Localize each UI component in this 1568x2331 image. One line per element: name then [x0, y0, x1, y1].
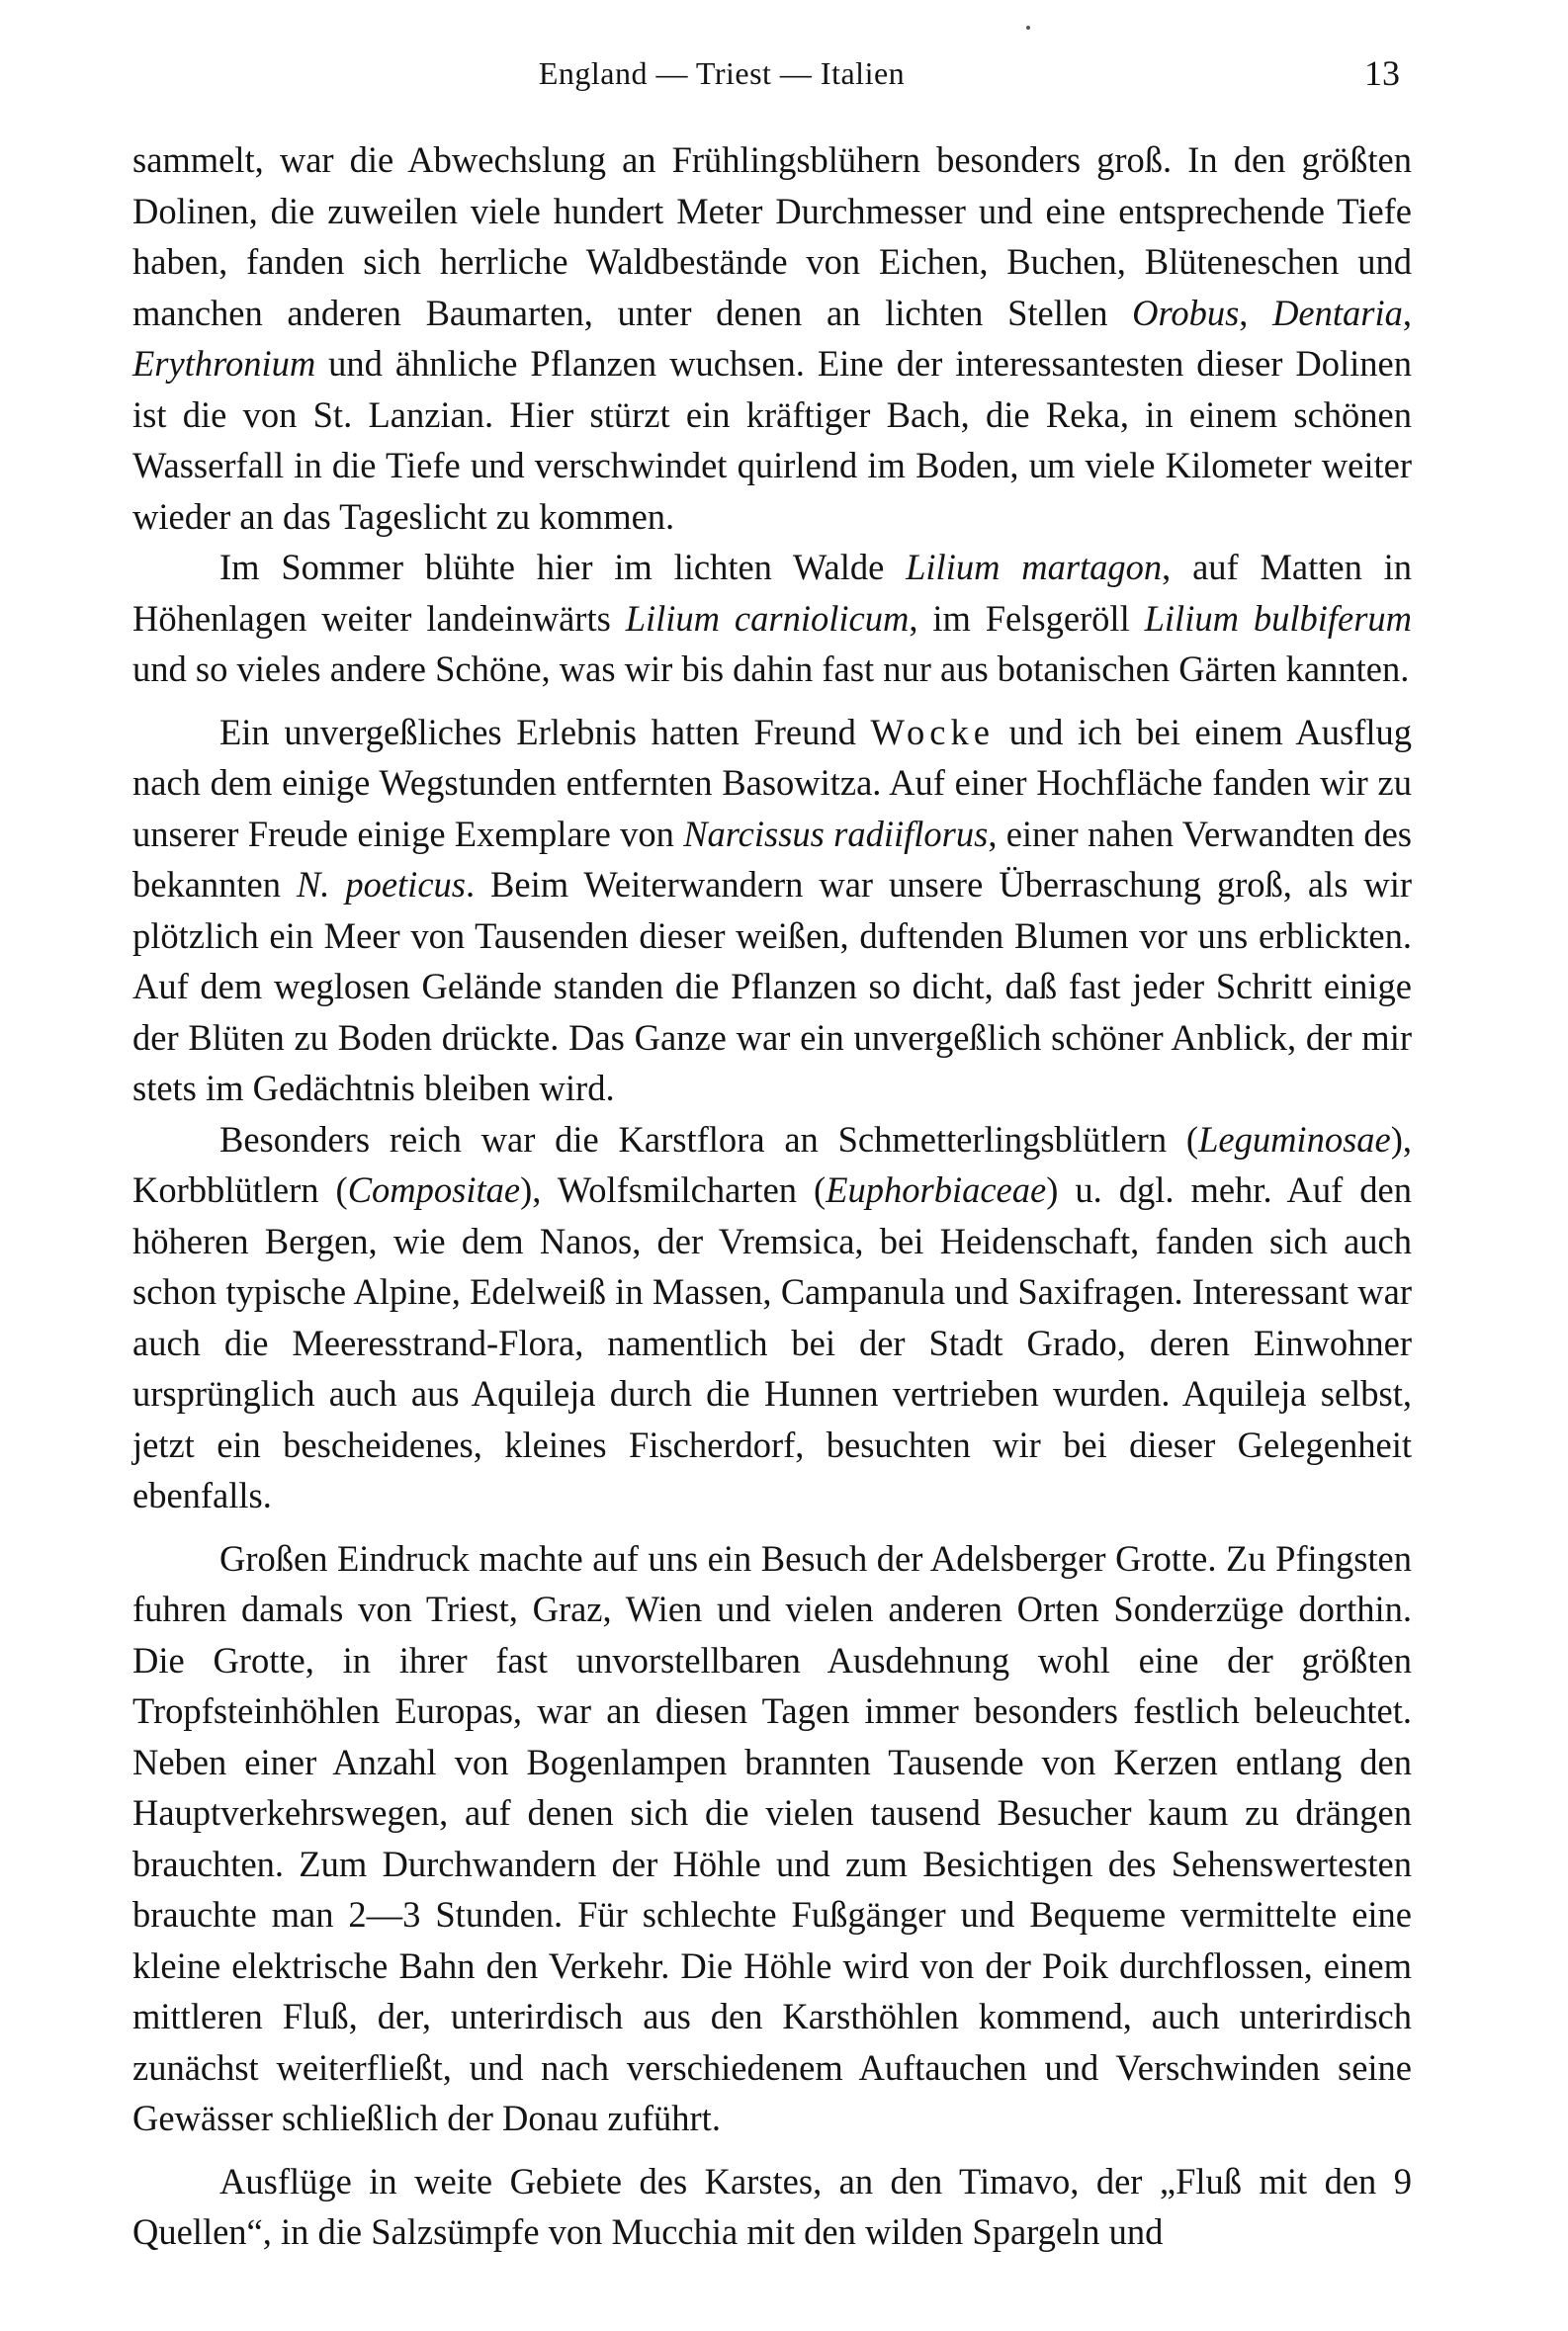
text-run: und so vieles andere Schöne, was wir bis dahin fast nur aus botanischen Gärten kannten. — [132, 648, 1410, 689]
italic-term: Dentaria — [1272, 292, 1403, 333]
text-run: und ich bei einem Ausflug nach dem einige Wegstunden entfernten Basowitza. Auf einer Hochfläche fanden wir zu unserer Freude einige Exemplare von — [132, 711, 1412, 854]
paragraph — [132, 1533, 1412, 2144]
italic-term: Lilium martagon — [906, 547, 1163, 587]
italic-term: Euphorbiaceae — [826, 1169, 1047, 1210]
text-run: . Beim Weiterwandern war unsere Überraschung groß, als wir plötzlich ein Meer von Tausenden dieser weißen, duftenden Blumen vor uns erblickten. Auf dem weglosen Gelände standen die Pflanzen so dicht, daß fast jeder Schritt einige der Blüten zu Boden drückte. Das Ganze war ein unvergeßlich schöner Anblick, der mir stets im Gedächtnis bleiben wird. — [132, 864, 1412, 1108]
text-run: ) u. dgl. mehr. Auf den höheren Bergen, wie dem Nanos, der Vremsica, bei Heidenschaft, fanden sich auch schon typische Alpine, Edelweiß in Massen, Campanula und Saxifragen. Interessant war auch die Meeresstrand-Flora, namentlich bei der Stadt Grado, deren Einwohner ursprünglich auch aus Aquileja durch die Hunnen vertrieben wurden. Aquileja selbst, jetzt ein bescheidenes, kleines Fischerdorf, besuchten wir bei dieser Gelegenheit ebenfalls. — [132, 1169, 1412, 1515]
italic-term: Narcissus radiiflorus — [683, 813, 989, 854]
italic-term: Lilium bulbiferum — [1144, 597, 1413, 639]
paragraph — [132, 1114, 1412, 1521]
text-run: Großen Eindruck machte auf uns ein Besuch der Adelsberger Grotte. Zu Pfingsten fuhren damals von Triest, Graz, Wien und vielen anderen Orten Sonderzüge dorthin. Die Grotte, in ihrer fast unvorstellbaren Ausdehnung wohl eine der größten Tropfsteinhöhlen Europas, war an diesen Tagen immer besonders festlich beleuchtet. Neben einer Anzahl von Bogenlampen brannten Tausende von Kerzen entlang den Hauptverkehrswegen, auf denen sich die vielen tausend Besucher kaum zu drängen brauchten. Zum Durchwandern der Höhle und zum Besichtigen des Sehenswertesten brauchte man 2—3 Stunden. Für schlechte Fußgänger und Bequeme vermittelte eine kleine elektrische Bahn den Verkehr. Die Höhle wird von der Poik durchflossen, einem mittleren Fluß, der, unterirdisch aus den Karsthöhlen kommend, auch unterirdisch zunächst weiterfließt, und nach verschiedenem Auftauchen und Verschwinden seine Gewässer schließlich der Donau zuführt. — [132, 1537, 1412, 2138]
text-run: Besonders reich war die Karstflora an Schmetterlingsblütlern ( — [219, 1118, 1199, 1160]
print-speck — [1026, 26, 1030, 30]
text-run: , — [1402, 292, 1412, 333]
paragraph — [132, 134, 1412, 542]
text-run: und ähnliche Pflanzen wuchsen. Eine der interessantesten dieser Dolinen ist die von St. Lanzian. Hier stürzt ein kräftiger Bach, die Reka, in einem schönen Wasserfall in die Tiefe und verschwindet quirlend im Boden, um viele Kilometer weiter wieder an das Tageslicht zu kommen. — [132, 343, 1412, 537]
running-title: England — Triest — Italien — [538, 55, 906, 91]
body-text — [132, 134, 1412, 2258]
italic-term: Erythronium — [132, 343, 316, 384]
paragraph — [132, 542, 1412, 695]
paragraph — [132, 2156, 1412, 2258]
text-run: Ausflüge in weite Gebiete des Karstes, an den Timavo, der „Fluß mit den 9 Quellen“, in die Salzsümpfe von Mucchia mit den wilden Spargeln und — [132, 2160, 1412, 2252]
text-run: , einer nahen Verwandten des bekannten — [132, 813, 1412, 905]
paragraph — [132, 707, 1412, 1114]
text-run: , im Felsgeröll — [909, 597, 1145, 639]
text-run: ), Korbblütlern ( — [132, 1118, 1412, 1210]
text-run: Ein unvergeßliches Erlebnis hatten Freund — [219, 711, 871, 752]
italic-term: Lilium carniolicum — [625, 597, 910, 639]
italic-term: N. poeticus — [296, 864, 466, 905]
spaced-name: Wocke — [870, 711, 995, 752]
italic-term: Leguminosae — [1198, 1118, 1391, 1160]
text-run: , — [1239, 292, 1273, 333]
page-number: 13 — [1364, 53, 1400, 93]
text-run: sammelt, war die Abwechslung an Frühlingsblühern besonders groß. In den größten Dolinen, die zuweilen viele hundert Meter Durchmesser und eine entsprechende Tiefe haben, fanden sich herrliche Waldbestände von Eichen, Buchen, Blüteneschen und manchen anderen Baumarten, unter denen an lichten Stellen — [132, 139, 1412, 333]
italic-term: Compositae — [347, 1169, 521, 1210]
text-run: , auf Matten in Höhenlagen weiter landeinwärts — [132, 547, 1412, 639]
italic-term: Orobus — [1132, 292, 1240, 333]
text-run: ), Wolfsmilcharten ( — [520, 1169, 827, 1210]
text-run: Im Sommer blühte hier im lichten Walde — [219, 547, 907, 587]
